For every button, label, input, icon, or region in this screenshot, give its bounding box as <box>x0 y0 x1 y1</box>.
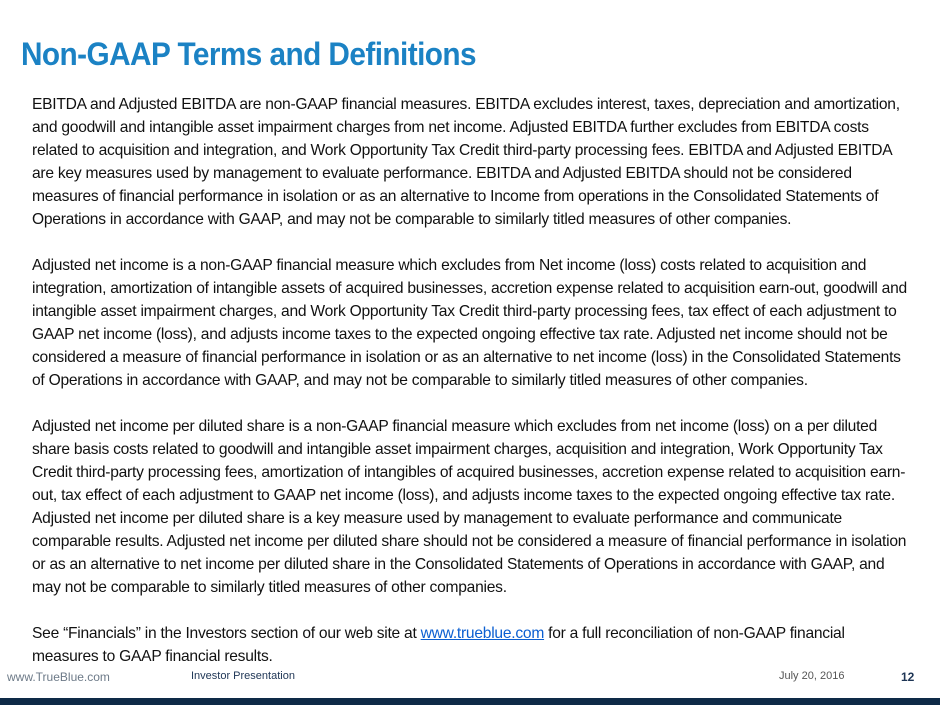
footer-website: www.TrueBlue.com <box>7 670 110 684</box>
trueblue-website-link[interactable]: www.trueblue.com <box>420 625 545 642</box>
adjusted-net-income-paragraph: Adjusted net income is a non-GAAP financial measure which excludes from Net income (loss) costs related to acquisition and integration, amortization of intangible assets of acquired businesses, accretion expense related to acquisition earn-out, goodwill and intangible asset impairment charges, and Work Opportunity Tax Credit third-party processing fees, tax effect of each adjustment to GAAP net income (loss), and adjusts income taxes to the expected ongoing effective tax rate. Adjusted net income should not be considered a measure of financial performance in isolation or as an alternative to net income (loss) in the Consolidated Statements of Operations in accordance with GAAP, and may not be comparable to similarly titled measures of other companies. <box>32 257 907 389</box>
ebitda-paragraph: EBITDA and Adjusted EBITDA are non-GAAP financial measures. EBITDA excludes interest, taxes, depreciation and amortization, and goodwill and intangible asset impairment charges from net income. Adjusted EBITDA further excludes from EBITDA costs related to acquisition and integration, and Work Opportunity Tax Credit third-party processing fees. EBITDA and Adjusted EBITDA are key measures used by management to evaluate performance. EBITDA and Adjusted EBITDA should not be considered measures of financial performance in isolation or as an alternative to Income from operations in the Consolidated Statements of Operations in accordance with GAAP, and may not be comparable to similarly titled measures of other companies. <box>32 96 900 228</box>
page-title: Non-GAAP Terms and Definitions <box>21 36 477 72</box>
slide-footer <box>0 668 940 686</box>
reconciliation-text-after: for a full reconciliation of non-GAAP financial measures to GAAP financial results. <box>32 625 845 665</box>
adjusted-eps-paragraph: Adjusted net income per diluted share is a non-GAAP financial measure which excludes from net income (loss) on a per diluted share basis costs related to goodwill and intangible asset impairment charges, acquisition and integration, Work Opportunity Tax Credit third-party processing fees, amortization of intangibles of acquired businesses, accretion expense related to acquisition earn-out, tax effect of each adjustment to GAAP net income (loss), and adjusts income taxes to the expected ongoing effective tax rate. Adjusted net income per diluted share is a key measure used by management to evaluate performance and communicate comparable results. Adjusted net income per diluted share should not be considered a measure of financial performance in isolation or as an alternative to net income per diluted share in the Consolidated Statements of Operations in accordance with GAAP, and may not be comparable to similarly titled measures of other companies. <box>32 418 907 596</box>
footer-presentation-title: Investor Presentation <box>191 670 295 682</box>
page-number: 12 <box>901 670 915 684</box>
bottom-bar <box>0 698 940 705</box>
definitions-body <box>32 93 908 668</box>
reconciliation-paragraph <box>32 622 908 668</box>
reconciliation-text-before: See “Financials” in the Investors section of our web site at <box>32 625 421 642</box>
footer-date: July 20, 2016 <box>779 670 845 682</box>
